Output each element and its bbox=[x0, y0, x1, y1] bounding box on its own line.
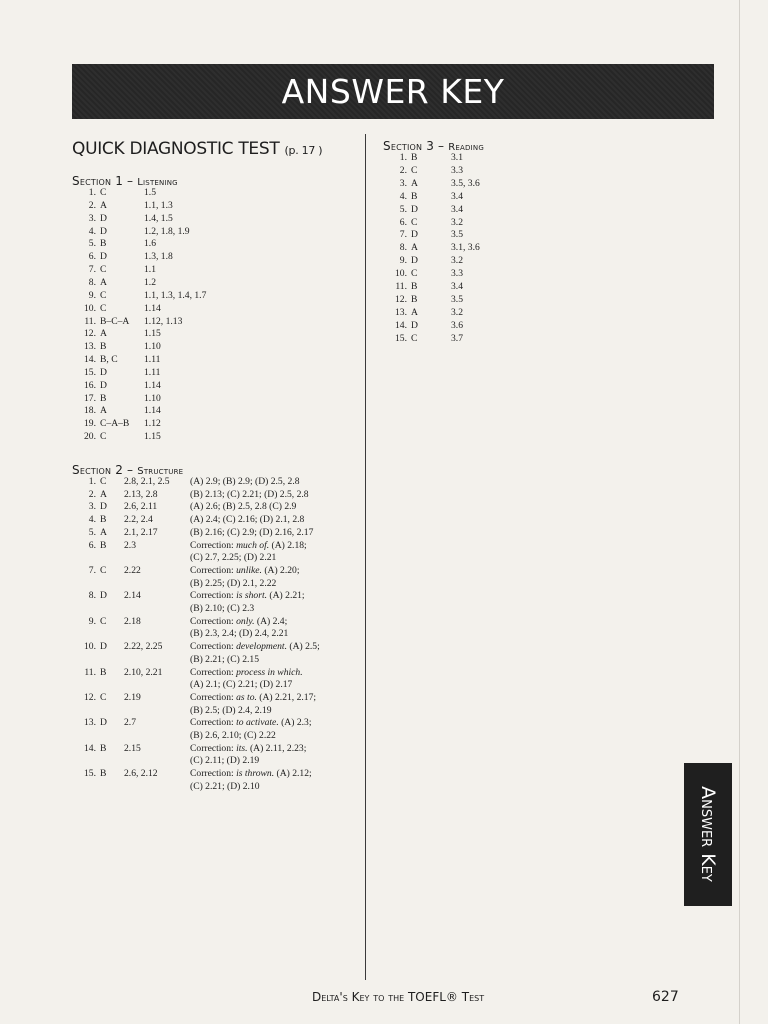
explanation-line: (C) 2.11; (D) 2.19 bbox=[190, 755, 260, 767]
reference: 1.5 bbox=[144, 187, 156, 198]
answer-letter: C bbox=[411, 268, 418, 280]
reference: 1.10 bbox=[144, 392, 161, 404]
answer-key-banner bbox=[72, 64, 714, 119]
question-number: 8. bbox=[88, 276, 96, 288]
question-number: 4. bbox=[399, 190, 407, 202]
reference: 3.5 bbox=[451, 293, 463, 305]
answer-letter: C–A–B bbox=[100, 418, 130, 430]
page-edge-line bbox=[739, 0, 740, 1024]
explanation-line: (C) 2.7, 2.25; (D) 2.21 bbox=[190, 552, 277, 564]
question-number: 12. bbox=[84, 328, 96, 340]
answer-letter: B bbox=[100, 742, 107, 754]
reference: 3.1, 3.6 bbox=[451, 242, 480, 254]
reference: 2.10, 2.21 bbox=[124, 666, 163, 678]
reference: 1.11 bbox=[144, 366, 161, 378]
explanation-line: Correction: as to. (A) 2.21, 2.17; bbox=[190, 691, 317, 703]
question-number: 7. bbox=[88, 564, 96, 576]
answer-letter: C bbox=[100, 431, 107, 443]
question-number: 11. bbox=[395, 281, 407, 292]
section1-title-prefix: Section 1 – bbox=[72, 174, 138, 188]
answer-letter: A bbox=[100, 526, 107, 538]
question-number: 6. bbox=[88, 251, 96, 263]
section1-title-name: Listening bbox=[137, 177, 178, 188]
question-number: 10. bbox=[84, 641, 96, 653]
answer-letter: D bbox=[100, 379, 107, 391]
question-number: 10. bbox=[395, 268, 407, 280]
reference: 1.12 bbox=[144, 418, 161, 430]
answer-letter: B bbox=[411, 190, 418, 202]
answer-letter: D bbox=[100, 717, 107, 729]
answer-letter: D bbox=[411, 255, 418, 267]
section2-title bbox=[72, 463, 183, 477]
question-number: 14. bbox=[395, 319, 407, 331]
question-number: 18. bbox=[84, 405, 96, 417]
explanation-line: (A) 2.9; (B) 2.9; (D) 2.5, 2.8 bbox=[190, 476, 300, 487]
answer-letter: D bbox=[100, 590, 107, 602]
question-number: 7. bbox=[399, 229, 407, 241]
answer-letter: A bbox=[100, 328, 107, 340]
section2-title-prefix: Section 2 – bbox=[72, 463, 138, 477]
side-tab-label: Answer Key bbox=[697, 786, 719, 882]
reference: 1.4, 1.5 bbox=[144, 212, 173, 224]
explanation-line: Correction: is short. (A) 2.21; bbox=[190, 590, 305, 602]
correction-term: to activate. bbox=[236, 717, 279, 729]
question-number: 19. bbox=[84, 418, 96, 430]
reference: 3.5 bbox=[451, 229, 463, 241]
section3-title bbox=[383, 139, 484, 153]
reference: 1.14 bbox=[144, 379, 161, 391]
explanation-line: (B) 2.10; (C) 2.3 bbox=[190, 602, 255, 614]
question-number: 1. bbox=[88, 476, 96, 487]
question-number: 13. bbox=[395, 306, 407, 318]
section1-title bbox=[72, 174, 178, 188]
question-number: 11. bbox=[84, 666, 96, 678]
question-number: 15. bbox=[395, 332, 407, 344]
correction-term: its. bbox=[236, 742, 248, 754]
banner-title: ANSWER KEY bbox=[281, 72, 505, 111]
reference: 1.15 bbox=[144, 328, 161, 340]
question-number: 1. bbox=[399, 152, 407, 163]
reference: 3.4 bbox=[451, 281, 463, 292]
question-number: 6. bbox=[88, 539, 96, 551]
reference: 1.14 bbox=[144, 302, 161, 314]
section3-title-name: Reading bbox=[448, 142, 484, 153]
reference: 3.4 bbox=[451, 203, 463, 215]
test-heading-page-ref: (p. 17 ) bbox=[284, 144, 323, 157]
reference: 2.13, 2.8 bbox=[124, 488, 158, 500]
reference: 1.14 bbox=[144, 405, 161, 417]
reference: 2.2, 2.4 bbox=[124, 514, 153, 526]
reference: 3.7 bbox=[451, 332, 463, 344]
question-number: 13. bbox=[84, 717, 96, 729]
question-number: 12. bbox=[84, 691, 96, 703]
reference: 2.8, 2.1, 2.5 bbox=[124, 476, 170, 487]
question-number: 5. bbox=[88, 238, 96, 250]
footer-book-title: Delta's Key to the TOEFL® Test bbox=[312, 990, 485, 1004]
answer-letter: D bbox=[100, 366, 107, 378]
question-number: 11. bbox=[84, 315, 96, 327]
question-number: 2. bbox=[399, 164, 407, 176]
question-number: 3. bbox=[88, 501, 96, 513]
reference: 2.14 bbox=[124, 590, 141, 602]
reference: 1.12, 1.13 bbox=[144, 315, 183, 327]
question-number: 14. bbox=[84, 354, 96, 366]
answer-letter: D bbox=[411, 229, 418, 241]
reference: 1.11 bbox=[144, 354, 161, 366]
question-number: 3. bbox=[399, 177, 407, 189]
correction-term: much of. bbox=[236, 539, 270, 551]
reference: 2.3 bbox=[124, 539, 136, 551]
correction-term: unlike. bbox=[236, 564, 262, 576]
answer-letter: A bbox=[411, 177, 418, 189]
question-number: 5. bbox=[399, 203, 407, 215]
correction-term: as to. bbox=[236, 691, 257, 703]
answer-letter: B bbox=[100, 392, 107, 404]
answer-letter: D bbox=[100, 641, 107, 653]
answer-letter: A bbox=[100, 488, 107, 500]
question-number: 9. bbox=[88, 615, 96, 627]
answer-letter: B bbox=[411, 281, 418, 292]
question-number: 8. bbox=[399, 242, 407, 254]
answer-letter: D bbox=[100, 501, 107, 513]
explanation-line: (A) 2.1; (C) 2.21; (D) 2.17 bbox=[190, 679, 293, 691]
explanation-line: (C) 2.21; (D) 2.10 bbox=[190, 780, 260, 792]
answer-letter: B–C–A bbox=[100, 315, 130, 327]
answer-letter: D bbox=[100, 212, 107, 224]
question-number: 1. bbox=[88, 187, 96, 198]
question-number: 9. bbox=[88, 289, 96, 301]
reference: 2.6, 2.12 bbox=[124, 768, 158, 780]
answer-letter: B bbox=[411, 152, 418, 163]
answer-letter: D bbox=[100, 225, 107, 237]
answer-letter: C bbox=[411, 216, 418, 228]
answer-letter: D bbox=[100, 251, 107, 263]
question-number: 4. bbox=[88, 225, 96, 237]
answer-letter: B bbox=[100, 539, 107, 551]
correction-term: is thrown. bbox=[236, 768, 275, 780]
reference: 2.22 bbox=[124, 564, 141, 576]
reference: 2.7 bbox=[124, 717, 136, 729]
reference: 1.10 bbox=[144, 341, 161, 353]
correction-term: development. bbox=[236, 641, 287, 653]
explanation-line: Correction: development. (A) 2.5; bbox=[190, 641, 320, 653]
reference: 2.1, 2.17 bbox=[124, 526, 158, 538]
reference: 3.1 bbox=[451, 152, 463, 163]
explanation-line: (B) 2.5; (D) 2.4, 2.19 bbox=[190, 704, 272, 716]
reference: 1.1, 1.3, 1.4, 1.7 bbox=[144, 289, 207, 301]
answer-letter: C bbox=[100, 476, 107, 487]
answer-letter: D bbox=[411, 319, 418, 331]
answer-letter: A bbox=[100, 405, 107, 417]
answer-letter: B, C bbox=[100, 354, 118, 366]
question-number: 2. bbox=[88, 488, 96, 500]
explanation-line: (A) 2.4; (C) 2.16; (D) 2.1, 2.8 bbox=[190, 514, 305, 526]
explanation-line: (B) 2.6, 2.10; (C) 2.22 bbox=[190, 729, 276, 741]
question-number: 2. bbox=[88, 199, 96, 211]
question-number: 8. bbox=[88, 590, 96, 602]
test-heading-title: QUICK DIAGNOSTIC TEST bbox=[72, 139, 280, 159]
explanation-line: Correction: its. (A) 2.11, 2.23; bbox=[190, 742, 307, 754]
answer-letter: A bbox=[411, 306, 418, 318]
explanation-line: Correction: process in which. bbox=[190, 666, 303, 678]
explanation-line: Correction: to activate. (A) 2.3; bbox=[190, 717, 312, 729]
question-number: 6. bbox=[399, 216, 407, 228]
answer-letter: C bbox=[411, 332, 418, 344]
reference: 3.3 bbox=[451, 268, 463, 280]
explanation-line: (B) 2.25; (D) 2.1, 2.22 bbox=[190, 577, 277, 589]
answer-letter: B bbox=[411, 293, 418, 305]
reference: 1.6 bbox=[144, 238, 156, 250]
page-number: 627 bbox=[652, 989, 679, 1005]
answer-letter: B bbox=[100, 514, 107, 526]
question-number: 15. bbox=[84, 768, 96, 780]
reference: 2.18 bbox=[124, 615, 141, 627]
answer-letter: B bbox=[100, 768, 107, 780]
question-number: 4. bbox=[88, 514, 96, 526]
reference: 3.2 bbox=[451, 306, 463, 318]
answer-letter: A bbox=[411, 242, 418, 254]
reference: 1.2, 1.8, 1.9 bbox=[144, 225, 190, 237]
explanation-line: (A) 2.6; (B) 2.5, 2.8 (C) 2.9 bbox=[190, 501, 297, 513]
correction-term: process in which. bbox=[236, 666, 303, 678]
answer-letter: C bbox=[100, 289, 107, 301]
explanation-line: (B) 2.3, 2.4; (D) 2.4, 2.21 bbox=[190, 628, 289, 640]
section2-title-name: Structure bbox=[137, 466, 184, 477]
explanation-line: Correction: unlike. (A) 2.20; bbox=[190, 564, 300, 576]
explanation-line: (B) 2.16; (C) 2.9; (D) 2.16, 2.17 bbox=[190, 526, 314, 538]
reference: 2.22, 2.25 bbox=[124, 641, 163, 653]
explanation-line: (B) 2.21; (C) 2.15 bbox=[190, 653, 260, 665]
answer-letter: B bbox=[100, 341, 107, 353]
question-number: 3. bbox=[88, 212, 96, 224]
reference: 3.2 bbox=[451, 216, 463, 228]
question-number: 9. bbox=[399, 255, 407, 267]
correction-term: is short. bbox=[236, 590, 268, 602]
question-number: 13. bbox=[84, 341, 96, 353]
answer-letter: C bbox=[100, 187, 107, 198]
question-number: 17. bbox=[84, 392, 96, 404]
reference: 2.15 bbox=[124, 742, 141, 754]
reference: 3.3 bbox=[451, 164, 463, 176]
answer-letter: A bbox=[100, 276, 107, 288]
reference: 3.2 bbox=[451, 255, 463, 267]
answer-key-side-tab bbox=[684, 763, 732, 906]
answer-letter: C bbox=[411, 164, 418, 176]
test-heading bbox=[72, 139, 322, 159]
answer-letter: B bbox=[100, 238, 107, 250]
reference: 1.1, 1.3 bbox=[144, 199, 173, 211]
answer-letter: C bbox=[100, 302, 107, 314]
question-number: 15. bbox=[84, 366, 96, 378]
question-number: 12. bbox=[395, 293, 407, 305]
reference: 3.4 bbox=[451, 190, 463, 202]
explanation-line: Correction: is thrown. (A) 2.12; bbox=[190, 768, 312, 780]
question-number: 5. bbox=[88, 526, 96, 538]
question-number: 7. bbox=[88, 264, 96, 276]
reference: 3.5, 3.6 bbox=[451, 177, 480, 189]
reference: 2.19 bbox=[124, 691, 141, 703]
question-number: 10. bbox=[84, 302, 96, 314]
answer-letter: C bbox=[100, 691, 107, 703]
section3-title-prefix: Section 3 – bbox=[383, 139, 449, 153]
reference: 1.1 bbox=[144, 264, 156, 276]
reference: 3.6 bbox=[451, 319, 463, 331]
answer-letter: D bbox=[411, 203, 418, 215]
reference: 1.15 bbox=[144, 431, 161, 443]
answer-letter: B bbox=[100, 666, 107, 678]
question-number: 14. bbox=[84, 742, 96, 754]
explanation-line: Correction: much of. (A) 2.18; bbox=[190, 539, 307, 551]
explanation-line: (B) 2.13; (C) 2.21; (D) 2.5, 2.8 bbox=[190, 488, 309, 500]
answer-letter: C bbox=[100, 564, 107, 576]
column-divider bbox=[365, 134, 366, 980]
reference: 1.2 bbox=[144, 276, 156, 288]
question-number: 20. bbox=[84, 431, 96, 443]
reference: 2.6, 2.11 bbox=[124, 501, 158, 513]
answer-letter: C bbox=[100, 615, 107, 627]
answer-letter: A bbox=[100, 199, 107, 211]
correction-term: only. bbox=[236, 615, 255, 627]
reference: 1.3, 1.8 bbox=[144, 251, 173, 263]
explanation-line: Correction: only. (A) 2.4; bbox=[190, 615, 288, 627]
answer-letter: C bbox=[100, 264, 107, 276]
question-number: 16. bbox=[84, 379, 96, 391]
